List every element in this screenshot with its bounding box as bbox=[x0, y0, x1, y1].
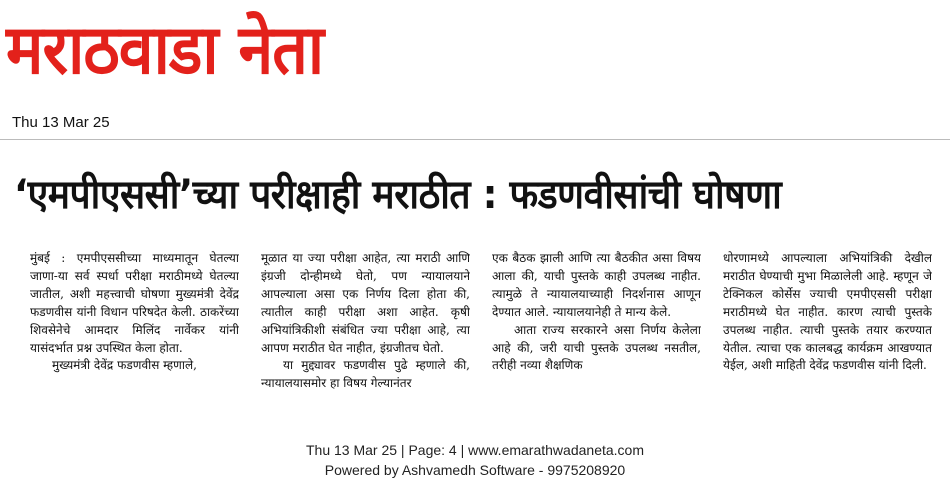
article-paragraph: धोरणामध्ये आपल्याला अभियांत्रिकी देखील मराठीत घेण्याची मुभा मिळालेली आहे. म्हणून जे टेक्निकल कोर्सेस ज्याची एमपीएससी परीक्षा मराठीमध्ये घेत नाहीत. कारण त्याची पुस्तके उपलब्ध नाहीत. त्याची पुस्तके तयार करण्यात येतील. त्याचा एक कालबद्ध कार्यक्रम आखण्यात येईल, अशी माहिती देवेंद्र फडणवीस यांनी दिली. bbox=[723, 251, 932, 373]
article-column-3 bbox=[492, 250, 701, 435]
edition-date: Thu 13 Mar 25 bbox=[12, 114, 110, 131]
article-body bbox=[30, 250, 940, 435]
article-column-1 bbox=[30, 250, 239, 435]
article-paragraph: मूळात या ज्या परीक्षा आहेत, त्या मराठी आणि इंग्रजी दोन्हीमध्ये घेतो, पण न्यायालयाने आपल्याला असा एक निर्णय दिला होता की, त्यातील काही परीक्षा अशा आहेत. कृषी अभियांत्रिकीशी संबंधित ज्या परीक्षा आहे, त्या आपण मराठीत घेत नाहीत, इंग्रजीतच घेतो. bbox=[261, 251, 470, 355]
footer-credit: Powered by Ashvamedh Software - 9975208920 bbox=[324, 462, 626, 478]
newspaper-logo: मराठवाडा नेता bbox=[6, 11, 324, 90]
article-paragraph: आता राज्य सरकारने असा निर्णय केलेला आहे की, जरी याची पुस्तके उपलब्ध नसतील, तरीही नव्या शैक्षणिक bbox=[492, 322, 701, 373]
article-paragraph: एक बैठक झाली आणि त्या बैठकीत असा विषय आला की, याची पुस्तके काही उपलब्ध नाहीत. त्यामुळे ते न्यायालयाच्याही निदर्शनास आणून देण्यात आले. न्यायालयानेही ते मान्य केले. bbox=[492, 251, 701, 319]
article-headline: ‘एमपीएससी’च्या परीक्षाही मराठीत : फडणवीसांची घोषणा bbox=[14, 172, 782, 218]
article-paragraph: मुख्यमंत्री देवेंद्र फडणवीस म्हणाले, bbox=[52, 358, 197, 373]
article-paragraph: मुंबई : एमपीएससीच्या माध्यमातून घेतल्या जाणा-या सर्व स्पर्धा परीक्षा मराठीमध्ये घेतल्या जातील, अशी महत्त्वाची घोषणा मुख्यमंत्री देवेंद्र फडणवीस यांनी विधान परिषदेत केली. ठाकरेंच्या शिवसेनेचे आमदार मिलिंद नार्वेकर यांनी यासंदर्भात प्रश्न उपस्थित केला होता. bbox=[30, 251, 239, 355]
article-column-2 bbox=[261, 250, 470, 435]
masthead-divider bbox=[0, 139, 950, 140]
page-footer bbox=[0, 440, 950, 480]
article-paragraph: या मुद्द्यावर फडणवीस पुढे म्हणाले की, न्यायालयासमोर हा विषय गेल्यानंतर bbox=[261, 358, 470, 391]
article-column-4 bbox=[723, 250, 932, 435]
masthead bbox=[0, 0, 950, 140]
footer-page-info: Thu 13 Mar 25 | Page: 4 | www.emarathwadaneta.com bbox=[305, 442, 644, 458]
